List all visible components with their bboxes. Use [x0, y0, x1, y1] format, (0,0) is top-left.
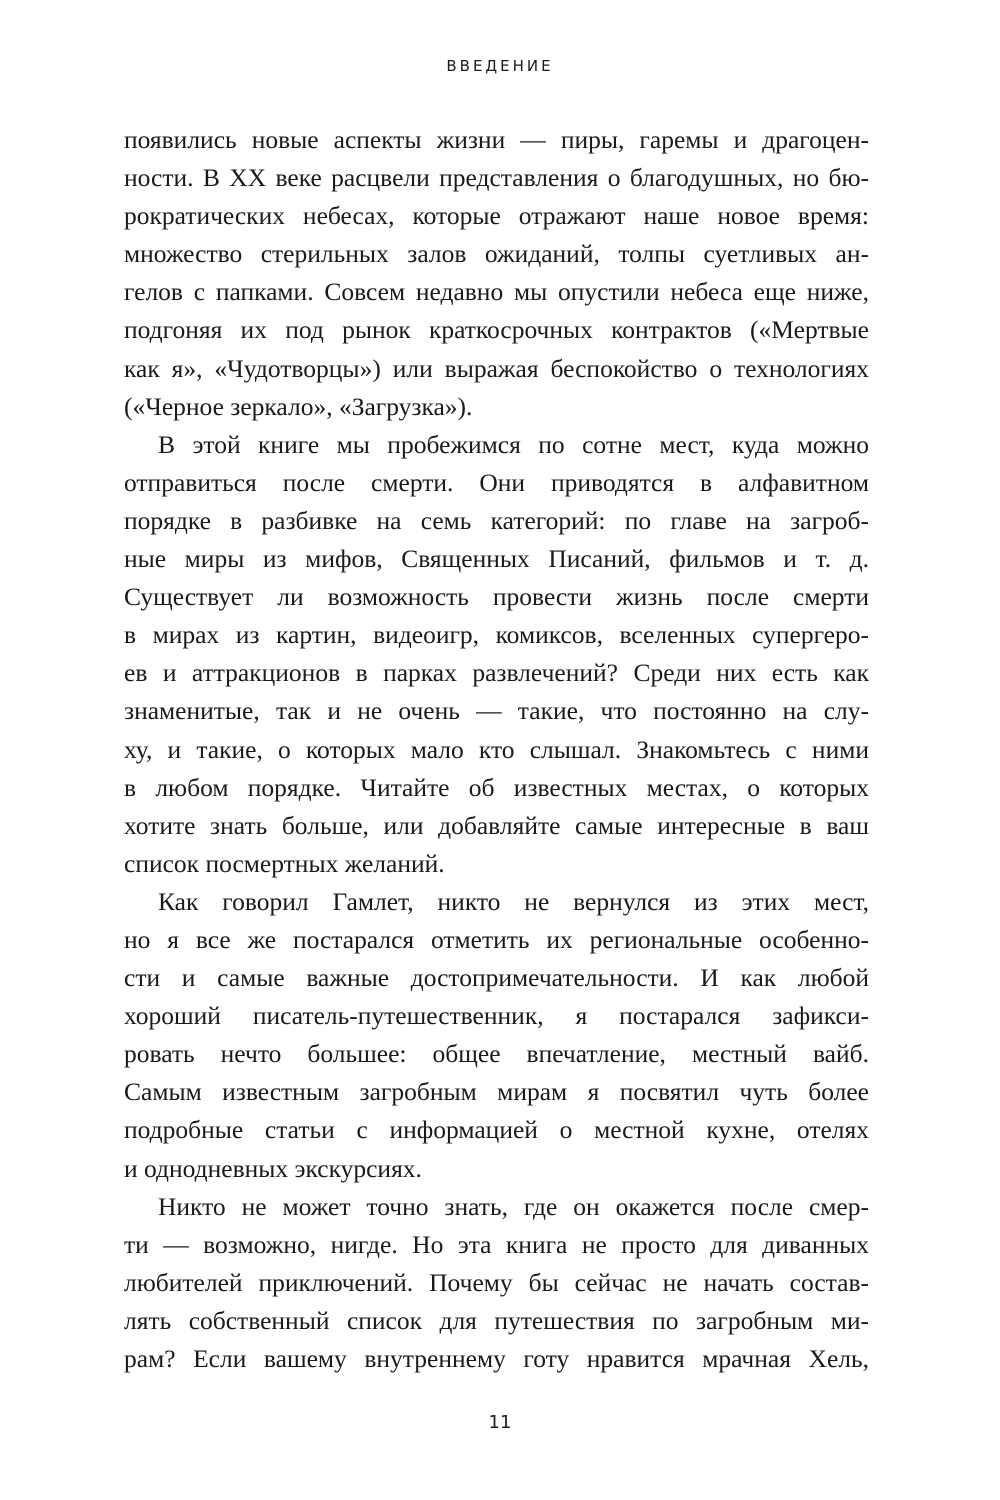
text-line: появились новые аспекты жизни — пиры, гаремы и драгоцен-: [124, 125, 869, 154]
text-line: но я все же постарался отметить их региональные особенно-: [124, 924, 869, 954]
text-line: Как говорил Гамлет, никто не вернулся из этих мест,: [158, 886, 869, 916]
running-head: ВВЕДЕНИЕ: [446, 57, 554, 75]
text-line: Самым известным загробным мирам я посвятил чуть более: [124, 1077, 869, 1107]
text-line: знаменитые, так и не очень — такие, что постоянно на слу-: [124, 696, 869, 726]
paragraph: [124, 426, 869, 883]
text-line: в любом порядке. Читайте об известных местах, о которых: [124, 772, 869, 802]
text-line: подробные статьи с информацией о местной кухне, отелях: [124, 1115, 869, 1145]
text-line: гелов с папками. Совсем недавно мы опустили небеса еще ниже,: [124, 277, 869, 307]
text-line: Существует ли возможность провести жизнь после смерти: [124, 582, 869, 612]
text-line: ху, и такие, о которых мало кто слышал. Знакомьтесь с ними: [124, 734, 869, 764]
text-line: отправиться после смерти. Они приводятся в алфавитном: [124, 467, 869, 497]
text-line: список посмертных желаний.: [124, 848, 445, 878]
paragraph: [124, 1188, 869, 1378]
text-line: («Черное зеркало», «Загрузка»).: [124, 391, 473, 421]
text-line: подгоняя их под рынок краткосрочных контрактов («Мертвые: [124, 315, 869, 345]
paragraph: [124, 883, 869, 1188]
text-line: ности. В XX веке расцвели представления о благодушных, но бю-: [124, 163, 869, 193]
text-line: хороший писатель-путешественник, я постарался зафикси-: [124, 1001, 869, 1031]
text-line: порядке в разбивке на семь категорий: по главе на загроб-: [124, 505, 869, 535]
text-line: рам? Если вашему внутреннему готу нравится мрачная Хель,: [124, 1344, 869, 1373]
page-number: 11: [488, 1412, 512, 1433]
text-line: В этой книге мы пробежимся по сотне мест, куда можно: [158, 429, 869, 459]
text-line: Никто не может точно знать, где он окажется после смер-: [158, 1191, 869, 1221]
text-line: ев и аттракционов в парках развлечений? Среди них есть как: [124, 658, 869, 688]
text-line: в мирах из картин, видеоигр, комиксов, вселенных супергеро-: [124, 620, 869, 650]
text-line: как я», «Чудотворцы») или выражая беспокойство о технологиях: [124, 353, 869, 383]
text-line: рократических небесах, которые отражают наше новое время:: [124, 201, 869, 231]
body-text: [124, 121, 869, 1378]
text-line: сти и самые важные достопримечательности. И как любой: [124, 963, 869, 993]
text-line: ные миры из мифов, Священных Писаний, фильмов и т. д.: [124, 544, 869, 574]
text-line: и однодневных экскурсиях.: [124, 1153, 422, 1183]
text-line: лять собственный список для путешествия по загробным ми-: [124, 1305, 869, 1335]
text-line: множество стерильных залов ожиданий, толпы суетливых ан-: [124, 239, 869, 269]
text-line: любителей приключений. Почему бы сейчас не начать состав-: [124, 1267, 869, 1297]
paragraph: [124, 121, 869, 426]
text-line: ровать нечто большее: общее впечатление, местный вайб.: [124, 1039, 869, 1069]
text-line: хотите знать больше, или добавляйте самые интересные в ваш: [124, 810, 869, 840]
text-line: ти — возможно, нигде. Но эта книга не просто для диванных: [124, 1229, 869, 1259]
